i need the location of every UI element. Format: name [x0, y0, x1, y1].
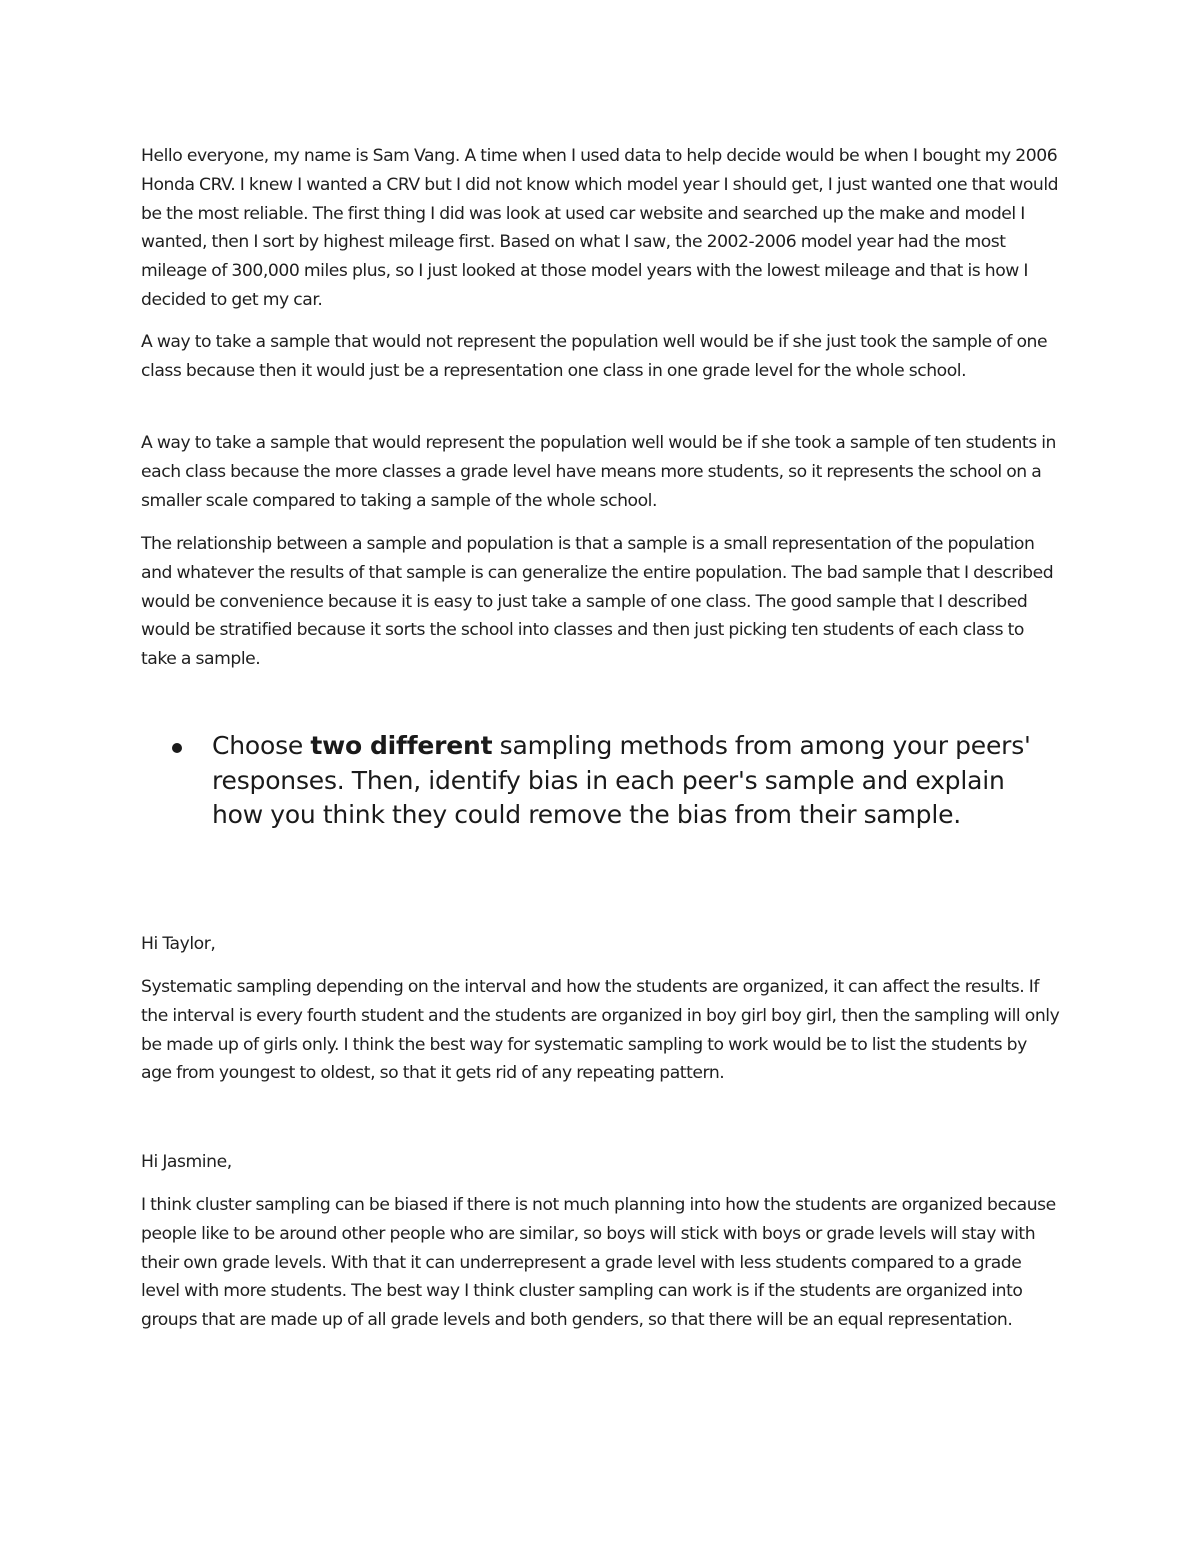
relationship-paragraph: The relationship between a sample and population is that a sample is a small representation of the population and whatever the results of that sample is can generalize the entire population. The bad sample that I described would be convenience because it is easy to just take a sample of one class. The good sample that I described would be stratified because it sorts the school into classes and then just picking ten students of each class to take a sample.	[141, 534, 1054, 670]
prompt-rest: sampling methods from among your peers' responses. Then, identify bias in each peer's sample and explain how you think they could remove the bias from their sample.	[212, 731, 1031, 829]
bullet-icon	[172, 743, 182, 753]
reply-greeting-jasmine: Hi Jasmine,	[141, 1152, 232, 1172]
bad-sample-paragraph: A way to take a sample that would not represent the population well would be if she just took the sample of one class because then it would just be a representation one class in one grade level for the whole school.	[141, 332, 1048, 381]
prompt-text	[212, 729, 1062, 833]
intro-paragraph: Hello everyone, my name is Sam Vang. A time when I used data to help decide would be when I bought my 2006 Honda CRV. I knew I wanted a CRV but I did not know which model year I should get, I just wanted one that would be the most reliable. The first thing I did was look at used car website and searched up the make and model I wanted, then I sort by highest mileage first. Based on what I saw, the 2002-2006 model year had the most mileage of 300,000 miles plus, so I just looked at those model years with the lowest mileage and that is how I decided to get my car.	[141, 146, 1059, 310]
prompt-emphasis: two different	[310, 731, 493, 760]
reply-text-jasmine: I think cluster sampling can be biased if there is not much planning into how the students are organized because people like to be around other people who are similar, so boys will stick with boys or grade levels will stay with their own grade levels. With that it can underrepresent a grade level with less students compared to a grade level with more students. The best way I think cluster sampling can work is if the students are organized into groups that are made up of all grade levels and both genders, so that there will be an equal representation.	[141, 1195, 1056, 1331]
reply-greeting-taylor: Hi Taylor,	[141, 934, 216, 954]
good-sample-paragraph: A way to take a sample that would represent the population well would be if she took a sample of ten students in each class because the more classes a grade level have means more students, so it represents the school on a smaller scale compared to taking a sample of the whole school.	[141, 433, 1057, 511]
reply-text-taylor: Systematic sampling depending on the interval and how the students are organized, it can affect the results. If the interval is every fourth student and the students are organized in boy girl boy girl, then the sampling will only be made up of girls only. I think the best way for systematic sampling to work would be to list the students by age from youngest to oldest, so that it gets rid of any repeating pattern.	[141, 977, 1060, 1084]
prompt-lead: Choose	[212, 731, 311, 760]
